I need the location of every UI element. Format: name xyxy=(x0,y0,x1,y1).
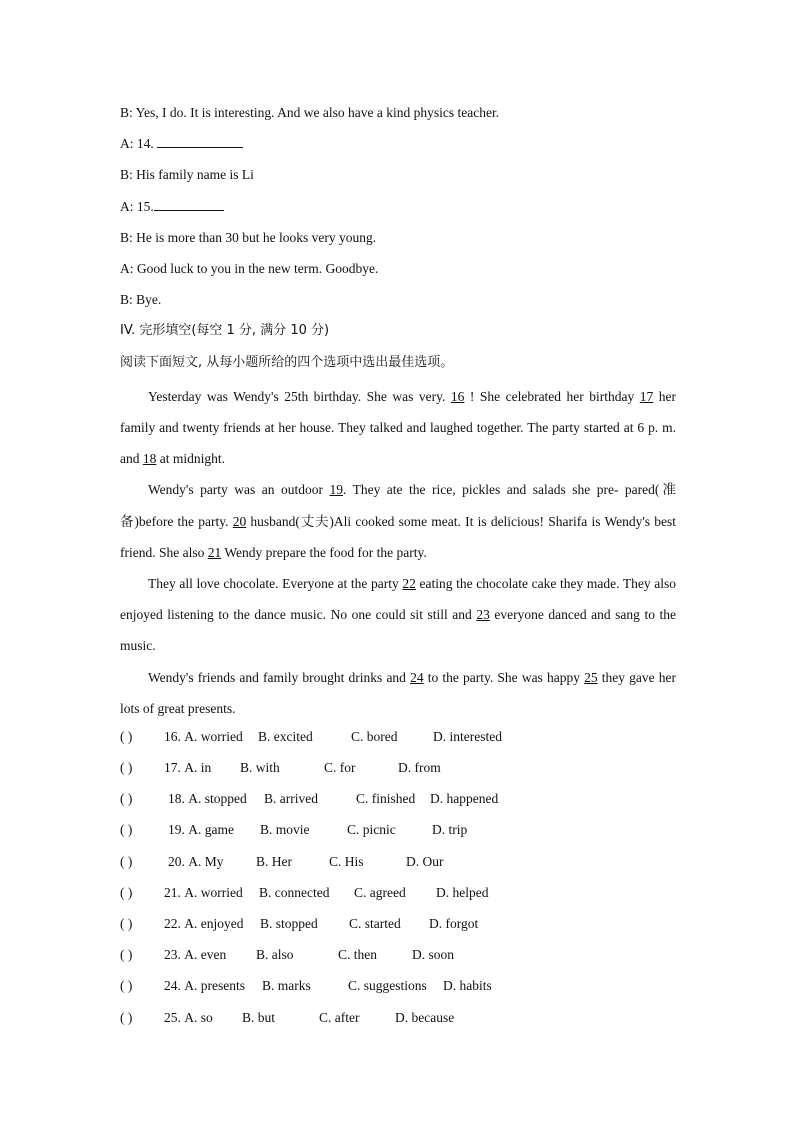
section-title: IV. 完形填空(每空 1 分, 满分 10 分) xyxy=(120,323,330,339)
dialogue-line xyxy=(120,162,676,193)
dialogue-line xyxy=(120,256,676,287)
speaker: B: xyxy=(120,229,133,245)
question-list xyxy=(120,724,676,1036)
speaker: A: xyxy=(120,260,134,276)
question-number: 14. xyxy=(136,136,154,152)
passage-paragraph-2 xyxy=(120,474,676,568)
dialogue-line xyxy=(120,225,676,256)
passage-paragraph-3 xyxy=(120,568,676,662)
blank-17: 17 xyxy=(639,388,654,404)
passage-text: eating the chocolate cake they made. They also enjoyed listening to the dance music. No one could sit still and xyxy=(120,575,676,623)
passage-text: Wendy prepare the food for the party. xyxy=(221,544,427,560)
option-a-text: A. game xyxy=(188,822,234,838)
option-a-text: A. worried xyxy=(184,728,243,744)
answer-bracket[interactable]: ( ) xyxy=(120,760,133,776)
answer-bracket[interactable]: ( ) xyxy=(120,947,133,963)
option-a-text: A. stopped xyxy=(188,791,247,807)
option-c: C. bored xyxy=(351,728,398,744)
question-number: 25. xyxy=(164,1009,181,1025)
passage-text: at midnight. xyxy=(156,451,225,467)
passage-paragraph-4 xyxy=(120,662,676,724)
option-a-text: A. even xyxy=(184,947,227,963)
question-24 xyxy=(120,973,676,1004)
dialogue-line xyxy=(120,100,676,131)
option-a-text: A. worried xyxy=(184,884,243,900)
option-c: C. finished xyxy=(356,791,416,807)
dialogue-line xyxy=(120,287,676,318)
worksheet-page xyxy=(120,100,676,1036)
option-d: D. forgot xyxy=(429,916,479,932)
dialogue-text: He is more than 30 but he looks very young. xyxy=(136,229,377,245)
passage-text: Wendy's friends and family brought drinks and xyxy=(148,669,411,685)
answer-bracket[interactable]: ( ) xyxy=(120,978,133,994)
answer-bracket[interactable]: ( ) xyxy=(120,1009,133,1025)
question-number: 15. xyxy=(136,198,154,214)
option-b: B. but xyxy=(242,1009,276,1025)
option-c: C. His xyxy=(329,853,364,869)
question-number: 23. xyxy=(164,947,181,963)
option-b: B. marks xyxy=(262,978,311,994)
option-b: B. Her xyxy=(256,853,292,869)
option-b: B. excited xyxy=(258,728,313,744)
option-a xyxy=(164,911,260,942)
blank-19: 19 xyxy=(329,482,343,498)
question-22 xyxy=(120,911,676,942)
passage-text: to the party. She was happy xyxy=(423,669,585,685)
option-d: D. interested xyxy=(433,728,502,744)
answer-bracket[interactable]: ( ) xyxy=(120,916,133,932)
passage-text: Wendy's party was an outdoor xyxy=(148,482,330,498)
option-d: D. happened xyxy=(430,791,499,807)
answer-bracket[interactable]: ( ) xyxy=(120,728,133,744)
question-number: 19. xyxy=(168,822,185,838)
option-d: D. soon xyxy=(412,947,455,963)
blank-21: 21 xyxy=(207,544,222,560)
question-number: 18. xyxy=(168,791,185,807)
answer-blank-15[interactable] xyxy=(154,196,224,211)
passage-paragraph-1 xyxy=(120,381,676,475)
question-17 xyxy=(120,755,676,786)
speaker: B: xyxy=(120,292,133,308)
option-b: B. arrived xyxy=(264,791,318,807)
dialogue-text: His family name is Li xyxy=(136,167,254,183)
option-a-text: A. presents xyxy=(184,978,245,994)
question-number: 22. xyxy=(164,916,181,932)
dialogue-line xyxy=(120,131,676,162)
question-18 xyxy=(120,786,676,817)
blank-23: 23 xyxy=(476,607,490,623)
blank-24: 24 xyxy=(410,669,424,685)
answer-bracket[interactable]: ( ) xyxy=(120,791,133,807)
option-d: D. because xyxy=(395,1009,455,1025)
option-a xyxy=(164,755,240,786)
blank-18: 18 xyxy=(142,451,157,467)
option-a xyxy=(168,817,260,848)
dialogue-line xyxy=(120,194,676,225)
option-d: D. from xyxy=(398,760,441,776)
speaker: A: xyxy=(120,136,134,152)
passage-text: . They ate the rice, pickles and salads she pre- pared(准备)before the party. xyxy=(120,482,676,529)
option-a xyxy=(164,1005,242,1036)
option-c: C. agreed xyxy=(354,884,406,900)
option-d: D. Our xyxy=(406,853,444,869)
option-b: B. also xyxy=(256,947,294,963)
question-21 xyxy=(120,880,676,911)
dialogue-text: Bye. xyxy=(136,292,162,308)
option-c: C. picnic xyxy=(347,822,396,838)
section-instruction: 阅读下面短文, 从每小题所给的四个选项中选出最佳选项。 xyxy=(120,354,454,370)
option-a-text: A. My xyxy=(188,853,224,869)
option-a-text: A. so xyxy=(184,1009,213,1025)
option-c: C. then xyxy=(338,947,377,963)
question-23 xyxy=(120,942,676,973)
passage-text: everyone danced and sang to the music. xyxy=(120,607,676,654)
question-number: 20. xyxy=(168,853,185,869)
dialogue xyxy=(120,100,676,318)
option-b: B. stopped xyxy=(260,916,318,932)
passage-text: They all love chocolate. Everyone at the party xyxy=(148,575,403,591)
question-number: 24. xyxy=(164,978,181,994)
option-a xyxy=(164,724,258,755)
option-d: D. habits xyxy=(443,978,492,994)
question-25 xyxy=(120,1005,676,1036)
passage-text: husband(丈夫)Ali cooked some meat. It is delicious! Sharifa is Wendy's best friend. She also xyxy=(120,513,676,560)
option-c: C. started xyxy=(349,916,401,932)
question-19 xyxy=(120,817,676,848)
speaker: B: xyxy=(120,167,133,183)
option-a-text: A. enjoyed xyxy=(184,916,244,932)
blank-16: 16 xyxy=(450,388,465,404)
question-number: 16. xyxy=(164,728,181,744)
blank-25: 25 xyxy=(584,669,598,685)
answer-bracket[interactable]: ( ) xyxy=(120,884,133,900)
answer-bracket[interactable]: ( ) xyxy=(120,853,133,869)
answer-bracket[interactable]: ( ) xyxy=(120,822,133,838)
question-20 xyxy=(120,849,676,880)
speaker: A: xyxy=(120,198,134,214)
speaker: B: xyxy=(120,105,133,120)
option-a xyxy=(164,942,256,973)
question-16 xyxy=(120,724,676,755)
passage-text: her family and twenty friends at her house. They talked and laughed together. The party started at 6 p. m. and xyxy=(120,388,676,467)
passage-text: Yesterday was Wendy's 25th birthday. She was very. xyxy=(148,388,451,404)
option-a xyxy=(168,849,256,880)
option-a xyxy=(168,786,264,817)
passage-text: they gave her lots of great presents. xyxy=(120,669,677,716)
passage-text: ! She celebrated her birthday xyxy=(464,388,640,404)
option-a-text: A. in xyxy=(184,760,212,776)
option-b: B. movie xyxy=(260,822,310,838)
option-a xyxy=(164,880,259,911)
option-d: D. trip xyxy=(432,822,468,838)
blank-20: 20 xyxy=(232,513,247,529)
dialogue-text: Good luck to you in the new term. Goodbye. xyxy=(136,260,379,276)
option-d: D. helped xyxy=(436,884,489,900)
option-b: B. with xyxy=(240,760,280,776)
question-number: 21. xyxy=(164,884,181,900)
question-number: 17. xyxy=(164,760,181,776)
blank-22: 22 xyxy=(402,575,416,591)
answer-blank-14[interactable] xyxy=(157,133,243,148)
option-a xyxy=(164,973,262,1004)
dialogue-text: Yes, I do. It is interesting. And we also have a kind physics teacher. xyxy=(135,105,500,120)
option-b: B. connected xyxy=(259,884,330,900)
option-c: C. suggestions xyxy=(348,978,427,994)
option-c: C. for xyxy=(324,760,356,776)
option-c: C. after xyxy=(319,1009,360,1025)
